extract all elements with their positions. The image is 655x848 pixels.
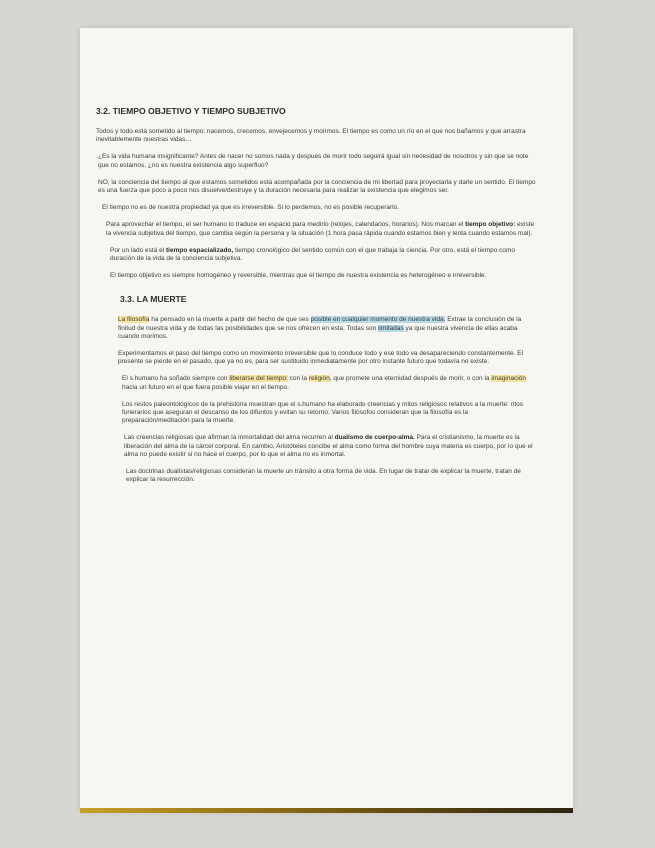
s33-paragraph-2: Experimentamos el paso del tiempo como un movimiento irreversible que lo conduce todo y ese todo va desapareciendo constantemente. El presente se pierde en el pasado, que ya no es, para ser sustituido inmediatamente por otro instante futuro que todavía no existe. — [118, 350, 524, 366]
s33-p1-highlight-blue: posible en cualquier momento de nuestra vida. — [310, 316, 446, 324]
s32-p5-text-a: Para aprovechar el tiempo, el ser humano lo traduce en espacio para medirlo (relojes, calendarios, horarios). Nos marcan el — [106, 221, 466, 229]
s33-paragraph-6: Las doctrinas dualistas/religiosas consideran la muerte un tránsito a otra forma de vida. En lugar de tratar de explicar la muerte, tratan de explicar la resurrección. — [126, 468, 521, 484]
s33-p1-text-f: ya que nuestra vivencia de ellas acaba cuando morimos. — [118, 324, 518, 340]
s33-p5-text-c: Para el cristianismo, la muerte es la liberación del alma de la cárcel corporal. En cambio, Aristóteles concibe el alma como forma del hombre cuya materia es cuerpo, por lo que el alma no puede existir si no hace el cuerpo, por lo que el alma no es inmortal. — [124, 434, 533, 458]
section-3-2-title: 3.2. TIEMPO OBJETIVO Y TIEMPO SUBJETIVO — [96, 106, 286, 116]
s33-p3-text-g: hacia un futuro en el que fuera posible viajar en el tiempo. — [122, 383, 289, 391]
s33-p3-highlight-liberarse: liberarse del tiempo: — [229, 375, 288, 383]
s32-p6-bold: tiempo espacializado, — [166, 246, 234, 254]
s33-p5-bold: dualismo de cuerpo-alma. — [334, 434, 415, 442]
s33-p1-highlight-limitadas: limitadas — [378, 324, 404, 332]
s33-p1-text-b: ha pensado en la muerte a partir del hecho de que ses — [149, 316, 311, 324]
s33-p3-text-c: con la — [287, 375, 309, 383]
s32-p5-bold: tiempo objetivo: — [465, 221, 516, 229]
document-content — [96, 106, 536, 493]
s33-p5-text-a: Las creencias religiosas que afirman la inmortalidad del alma recurren al — [124, 434, 335, 442]
s32-paragraph-3: NO, la conciencia del tiempo al que estamos sometidos está acompañada por la conciencia de mi libertad para proyectarla y darle un sentido. El tiempo es una fuerza que poco a poco nos disuelve/destruye y la duración necesaria para realizar la existencia que elegimos ser. — [98, 178, 536, 195]
s33-p1-highlight-yellow: La filosofía — [118, 316, 150, 324]
s33-p3-text-a: El s.humano ha soñado siempre con — [122, 375, 230, 383]
s32-paragraph-6 — [110, 247, 536, 263]
s32-paragraph-1: Todos y todo está sometido al tiempo: nacemos, crecemos, envejecemos y morimos. El tiempo es como un río en el que nos bañamos y que arrastra inevitablemente nuestras vidas… — [96, 128, 526, 144]
page-bottom-edge — [80, 808, 573, 813]
s33-paragraph-5 — [124, 434, 536, 459]
s32-paragraph-4: El tiempo no es de nuestra propiedad ya que es irreversible. Si lo perdemos, no es posible recuperarlo. — [102, 204, 400, 212]
s33-p3-highlight-imaginacion: imaginación — [491, 375, 527, 383]
s32-p6-text-c: tiempo cronológico del sentido común con el que trabaja la ciencia. Por otro, está el tiempo como duración de la vida de la conciencia subjetiva. — [110, 246, 516, 263]
s33-p1-text-d: Extrae la conclusión de la finitud de nuestra vida y de todas las posibilidades que se nos ofrecen en esta. Todas son — [118, 316, 522, 332]
s32-p5-text-c: existe la vivencia subjetiva del tiempo, que cambia según la persona y la situación (1 hora pasa rápida cuando estamos bien y lenta cuando estamos mal). — [106, 221, 535, 237]
s32-paragraph-7: El tiempo objetivo es siempre homogéneo y reversible, mientras que el tiempo de nuestra existencia es heterogéneo e irreversible. — [110, 272, 487, 280]
s33-p3-text-e: , que promete una eternidad después de morir, o con la — [329, 375, 492, 383]
s33-paragraph-3 — [122, 375, 536, 391]
section-3-3-title: 3.3. LA MUERTE — [120, 294, 187, 305]
s32-paragraph-2: ¿Es la vida humana insignificante? Antes de nacer no somos nada y después de morir todo seguirá igual sin necesidad de nosotros y sin que se note que no estamos, ¿no es nuestra existencia algo superfluo? — [98, 153, 529, 169]
s33-paragraph-4: Los restos paleontológicos de la prehistoria muestran que el s.humano ha elaborado creencias y mitos religiosos relativos a la muerte: ritos funerarios que aseguran el descanso de los difuntos y evitan su retorno. Varios filósofos consideran que la filosofía es la preparación/meditación para la muerte. — [122, 400, 524, 425]
s33-paragraph-1 — [118, 316, 536, 341]
s32-p6-text-a: Por un lado está el — [110, 246, 167, 254]
s33-p3-highlight-religion: religión — [308, 375, 330, 383]
s32-paragraph-5 — [106, 221, 536, 237]
